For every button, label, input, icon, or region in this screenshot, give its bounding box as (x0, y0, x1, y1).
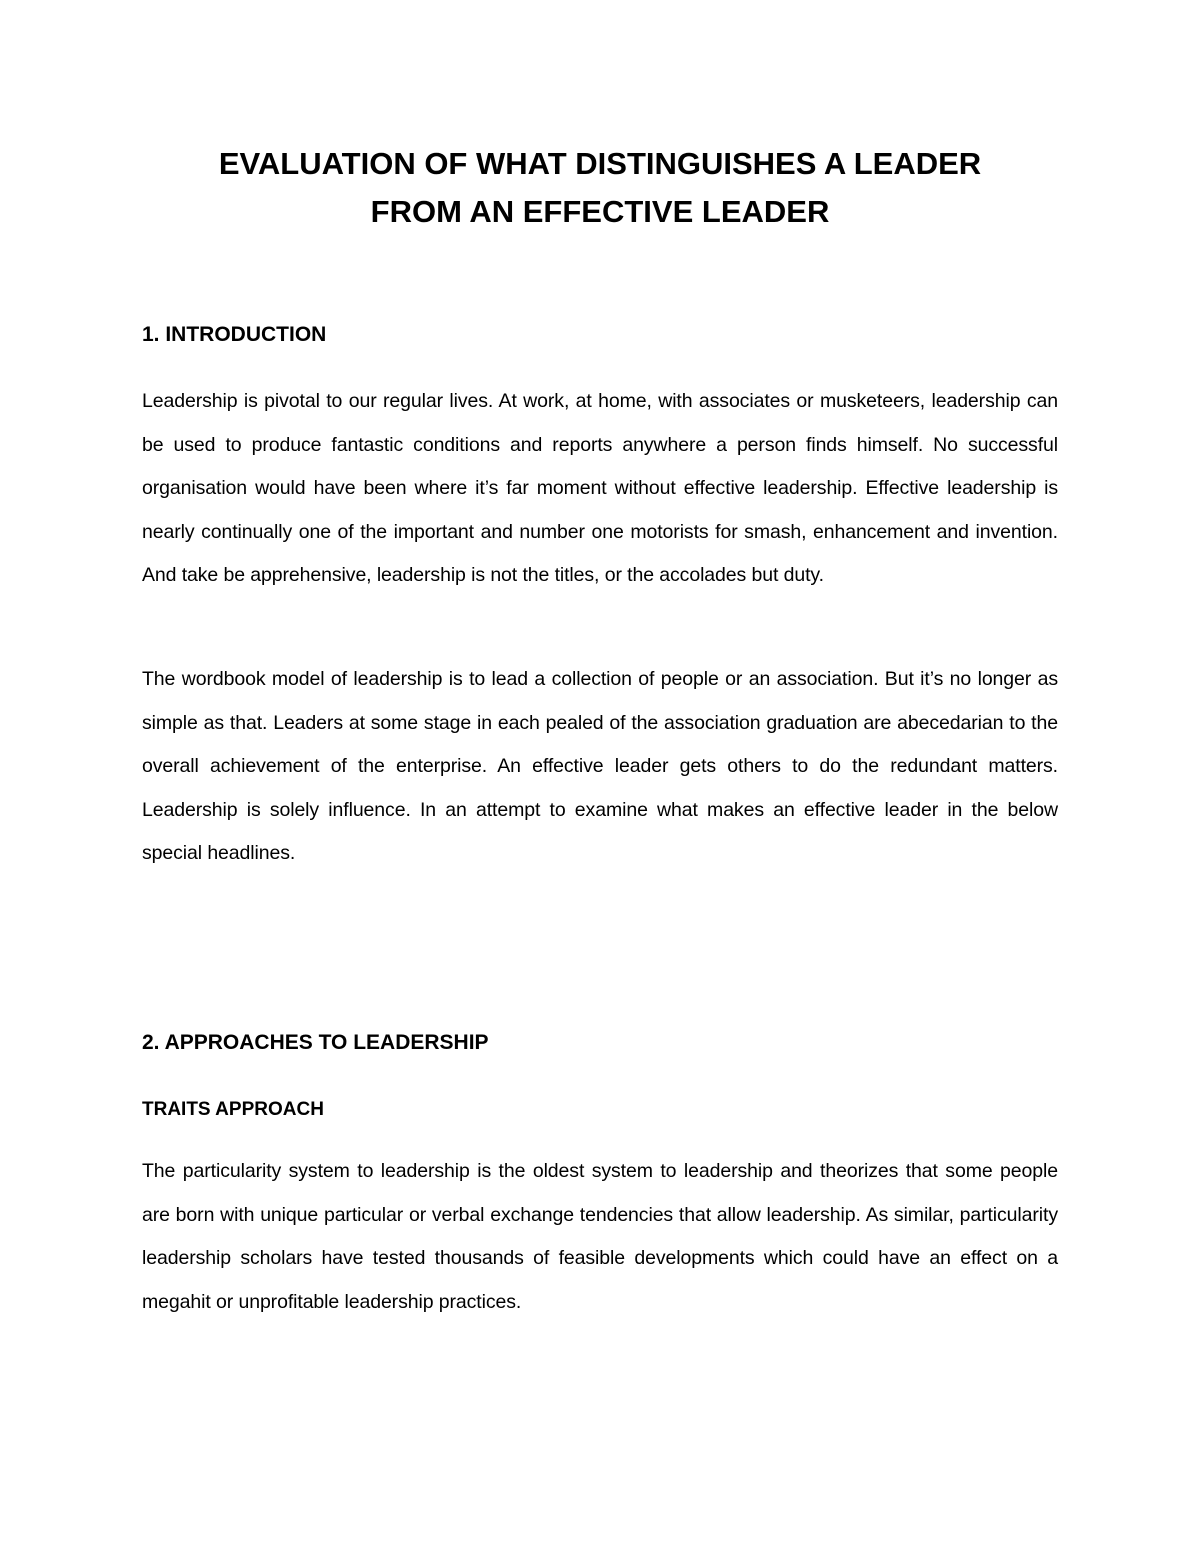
traits-paragraph-1: The particularity system to leadership is the oldest system to leadership and theorizes that some people are born with unique particular or verbal exchange tendencies that allow leadership. As similar, particularity leadership scholars have tested thousands of feasible developments which could have an effect on a megahit or unprofitable leadership practices. (142, 1160, 1058, 1313)
document-title (100, 140, 1100, 236)
subheading-traits-approach: TRAITS APPROACH (142, 1099, 324, 1120)
document-title-line-2: FROM AN EFFECTIVE LEADER (370, 194, 830, 229)
introduction-paragraph-1: Leadership is pivotal to our regular lives. At work, at home, with associates or musketeers, leadership can be used to produce fantastic conditions and reports anywhere a person finds himself. No successful organisation would have been where it’s far moment without effective leadership. Effective leadership is nearly continually one of the important and number one motorists for smash, enhancement and invention. And take be apprehensive, leadership is not the titles, or the accolades but duty. (142, 390, 1058, 586)
document-title-line-1: EVALUATION OF WHAT DISTINGUISHES A LEADER (218, 146, 982, 181)
section-heading-introduction: 1. INTRODUCTION (142, 323, 327, 346)
introduction-paragraph-2: The wordbook model of leadership is to lead a collection of people or an association. But it’s no longer as simple as that. Leaders at some stage in each pealed of the association graduation are abecedarian to the overall achievement of the enterprise. An effective leader gets others to do the redundant matters. Leadership is solely influence. In an attempt to examine what makes an effective leader in the below special headlines. (142, 668, 1058, 864)
section-heading-approaches: 2. APPROACHES TO LEADERSHIP (142, 1031, 489, 1054)
